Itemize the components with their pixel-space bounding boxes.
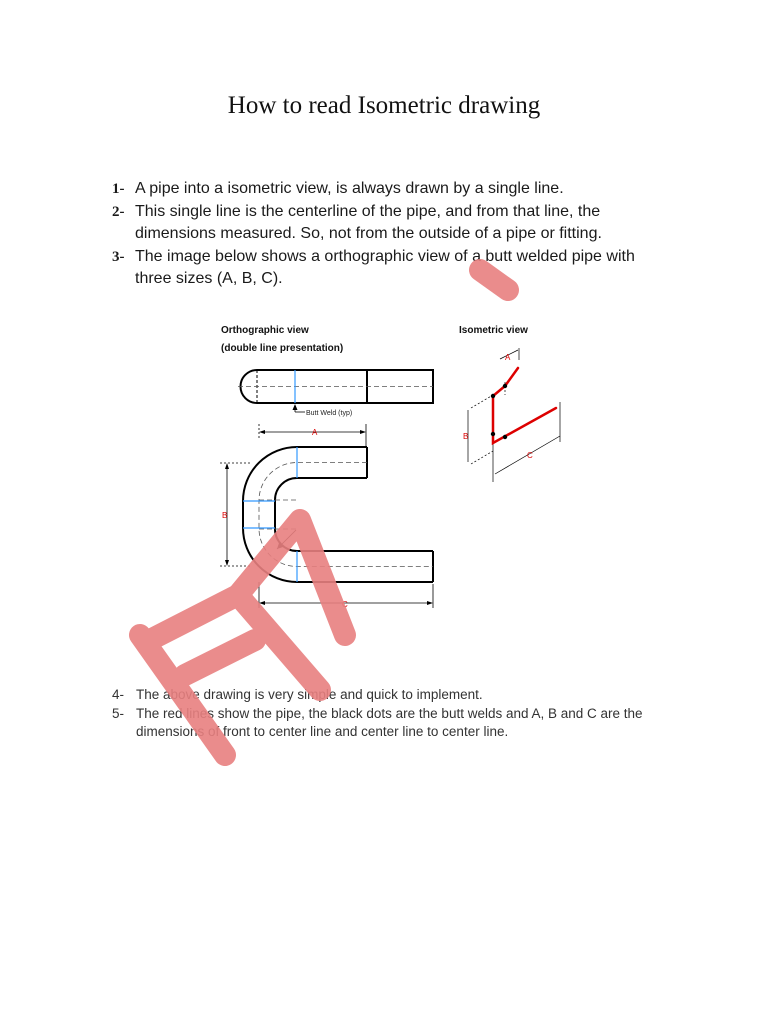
list-text: This single line is the centerline of the pipe, and from that line, the dimensions measured. So, not from the outside of a pipe or fitting. (135, 202, 602, 242)
ortho-label: Orthographic view (221, 325, 309, 336)
list-text: The image below shows a orthographic view of a butt welded pipe with three sizes (A, B, C). (135, 247, 635, 287)
list-text: The red lines show the pipe, the black dots are the butt welds and A, B and C are the dimensions of front to center line and center line to center line. (136, 705, 643, 739)
weld-dot (503, 384, 507, 388)
dim-b-label: B (222, 511, 228, 520)
butt-weld-callout (293, 404, 353, 417)
straight-pipe (238, 370, 433, 403)
list-number: 4- (112, 687, 125, 702)
list-item (112, 705, 672, 742)
list-item (112, 686, 672, 705)
weld-dot (491, 432, 495, 436)
ortho-sublabel: (double line presentation) (221, 343, 344, 354)
page-title: How to read Isometric drawing (227, 92, 541, 119)
weld-dot (491, 394, 495, 398)
iso-dim-c-label: C (527, 451, 533, 460)
list-number: 5- (112, 705, 125, 721)
list-number: 1- (112, 181, 125, 197)
butt-weld-label: Butt Weld (typ) (306, 410, 353, 417)
iso-pipe (493, 368, 556, 443)
dim-a-label: A (312, 428, 318, 437)
dim-c-label: C (342, 600, 348, 609)
list-number: 3- (112, 248, 125, 265)
list-text: A pipe into a isometric view, is always drawn by a single line. (135, 180, 564, 197)
weld-dot (503, 435, 507, 439)
radius-indicator (277, 530, 296, 549)
iso-label: Isometric view (459, 325, 528, 336)
u-bend-pipe (243, 447, 433, 582)
iso-dim-a-label: A (505, 353, 511, 362)
iso-dim-b-label: B (463, 432, 469, 441)
weld-lines (243, 447, 297, 582)
list-number: 2- (112, 203, 125, 220)
notes-list (112, 686, 672, 742)
list-text: The above drawing is very simple and quick to implement. (136, 687, 483, 702)
iso-extension-lines (468, 348, 560, 482)
